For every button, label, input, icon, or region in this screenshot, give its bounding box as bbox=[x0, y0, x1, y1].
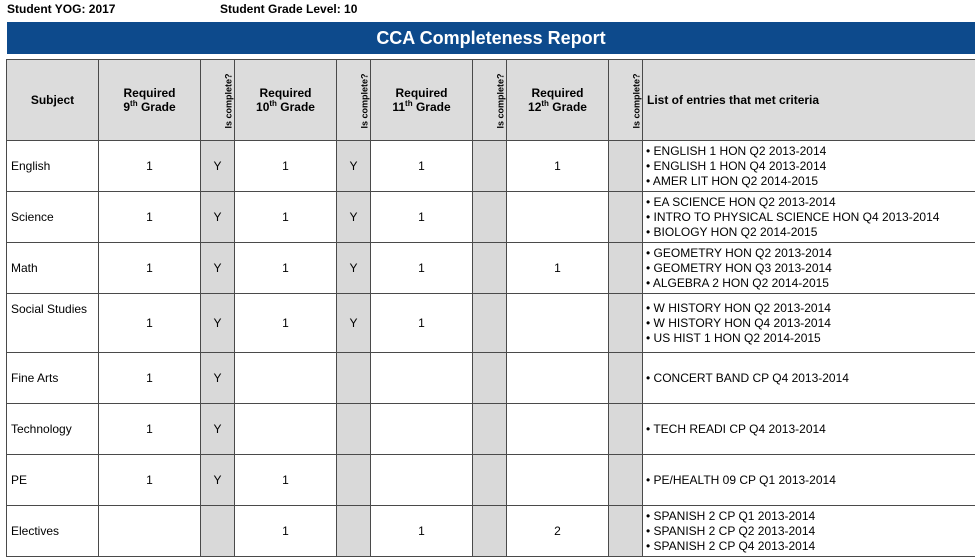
table-row bbox=[7, 141, 975, 192]
required-12th-header: Required 12th Grade bbox=[507, 60, 609, 141]
complete-10th-header: Is complete? bbox=[337, 60, 371, 141]
subject-cell: Science bbox=[7, 192, 99, 243]
complete-9th-cell: Y bbox=[201, 353, 235, 404]
required-11th-cell: 1 bbox=[371, 506, 473, 557]
entry-item: • GEOMETRY HON Q3 2013-2014 bbox=[646, 261, 975, 276]
required-11th-cell bbox=[371, 353, 473, 404]
entries-cell bbox=[643, 141, 975, 192]
subject-cell: Electives bbox=[7, 506, 99, 557]
required-12th-cell bbox=[507, 455, 609, 506]
complete-11th-cell bbox=[473, 243, 507, 294]
subject-cell: Technology bbox=[7, 404, 99, 455]
entry-item: • GEOMETRY HON Q2 2013-2014 bbox=[646, 246, 975, 261]
subject-cell: PE bbox=[7, 455, 99, 506]
complete-10th-cell: Y bbox=[337, 243, 371, 294]
required-9th-cell: 1 bbox=[99, 141, 201, 192]
required-10th-cell: 1 bbox=[235, 141, 337, 192]
required-9th-cell: 1 bbox=[99, 353, 201, 404]
required-11th-header: Required 11th Grade bbox=[371, 60, 473, 141]
entry-item: • INTRO TO PHYSICAL SCIENCE HON Q4 2013-2014 bbox=[646, 210, 975, 225]
complete-10th-cell: Y bbox=[337, 192, 371, 243]
table-row bbox=[7, 243, 975, 294]
entry-item: • ALGEBRA 2 HON Q2 2014-2015 bbox=[646, 276, 975, 291]
entry-item: • SPANISH 2 CP Q2 2013-2014 bbox=[646, 524, 975, 539]
complete-12th-cell bbox=[609, 404, 643, 455]
entry-item: • SPANISH 2 CP Q4 2013-2014 bbox=[646, 539, 975, 554]
entries-cell bbox=[643, 455, 975, 506]
complete-11th-cell bbox=[473, 294, 507, 353]
required-9th-cell: 1 bbox=[99, 404, 201, 455]
required-12th-cell bbox=[507, 404, 609, 455]
complete-12th-cell bbox=[609, 243, 643, 294]
required-11th-cell: 1 bbox=[371, 243, 473, 294]
entries-cell bbox=[643, 243, 975, 294]
required-9th-cell: 1 bbox=[99, 455, 201, 506]
entry-item: • EA SCIENCE HON Q2 2013-2014 bbox=[646, 195, 975, 210]
complete-12th-cell bbox=[609, 353, 643, 404]
required-12th-cell: 1 bbox=[507, 141, 609, 192]
complete-10th-cell bbox=[337, 353, 371, 404]
complete-12th-cell bbox=[609, 192, 643, 243]
complete-12th-header: Is complete? bbox=[609, 60, 643, 141]
subject-column-header: Subject bbox=[7, 60, 99, 141]
complete-12th-cell bbox=[609, 141, 643, 192]
complete-10th-cell bbox=[337, 455, 371, 506]
student-info-line bbox=[7, 2, 115, 16]
entry-item: • US HIST 1 HON Q2 2014-2015 bbox=[646, 331, 975, 346]
required-12th-cell: 2 bbox=[507, 506, 609, 557]
table-row bbox=[7, 404, 975, 455]
required-9th-header: Required 9th Grade bbox=[99, 60, 201, 141]
required-11th-cell: 1 bbox=[371, 141, 473, 192]
required-11th-cell: 1 bbox=[371, 192, 473, 243]
complete-9th-cell: Y bbox=[201, 455, 235, 506]
entries-cell bbox=[643, 294, 975, 353]
required-11th-cell bbox=[371, 404, 473, 455]
complete-10th-cell: Y bbox=[337, 141, 371, 192]
entries-column-header: List of entries that met criteria bbox=[643, 60, 975, 141]
complete-9th-cell: Y bbox=[201, 404, 235, 455]
required-9th-cell: 1 bbox=[99, 294, 201, 353]
subject-cell: Math bbox=[7, 243, 99, 294]
complete-9th-cell: Y bbox=[201, 294, 235, 353]
complete-10th-cell: Y bbox=[337, 294, 371, 353]
entry-item: • BIOLOGY HON Q2 2014-2015 bbox=[646, 225, 975, 240]
student-yog: Student YOG: 2017 bbox=[7, 2, 115, 16]
subject-cell: English bbox=[7, 141, 99, 192]
required-11th-cell: 1 bbox=[371, 294, 473, 353]
entry-item: • W HISTORY HON Q2 2013-2014 bbox=[646, 301, 975, 316]
complete-9th-cell: Y bbox=[201, 192, 235, 243]
required-10th-cell: 1 bbox=[235, 192, 337, 243]
table-row bbox=[7, 192, 975, 243]
complete-12th-cell bbox=[609, 294, 643, 353]
table-row bbox=[7, 294, 975, 353]
entry-item: • PE/HEALTH 09 CP Q1 2013-2014 bbox=[646, 473, 975, 488]
required-12th-cell bbox=[507, 294, 609, 353]
required-10th-cell: 1 bbox=[235, 243, 337, 294]
required-11th-cell bbox=[371, 455, 473, 506]
entries-cell bbox=[643, 192, 975, 243]
required-9th-cell: 1 bbox=[99, 192, 201, 243]
subject-cell: Social Studies bbox=[7, 294, 99, 353]
required-10th-cell: 1 bbox=[235, 455, 337, 506]
complete-11th-cell bbox=[473, 455, 507, 506]
required-10th-cell bbox=[235, 404, 337, 455]
complete-11th-header: Is complete? bbox=[473, 60, 507, 141]
complete-11th-cell bbox=[473, 404, 507, 455]
report-title-banner bbox=[7, 22, 975, 54]
entry-item: • ENGLISH 1 HON Q4 2013-2014 bbox=[646, 159, 975, 174]
complete-12th-cell bbox=[609, 455, 643, 506]
required-10th-cell: 1 bbox=[235, 294, 337, 353]
subject-cell: Fine Arts bbox=[7, 353, 99, 404]
table-row bbox=[7, 455, 975, 506]
entry-item: • CONCERT BAND CP Q4 2013-2014 bbox=[646, 371, 975, 386]
required-12th-cell bbox=[507, 192, 609, 243]
required-10th-header: Required 10th Grade bbox=[235, 60, 337, 141]
required-9th-cell: 1 bbox=[99, 243, 201, 294]
complete-11th-cell bbox=[473, 353, 507, 404]
entries-cell bbox=[643, 353, 975, 404]
required-12th-cell bbox=[507, 353, 609, 404]
complete-11th-cell bbox=[473, 192, 507, 243]
student-grade-level: Student Grade Level: 10 bbox=[220, 2, 357, 16]
entries-cell bbox=[643, 404, 975, 455]
entry-item: • TECH READI CP Q4 2013-2014 bbox=[646, 422, 975, 437]
complete-9th-cell: Y bbox=[201, 243, 235, 294]
required-12th-cell: 1 bbox=[507, 243, 609, 294]
cca-report-table bbox=[6, 59, 975, 557]
required-10th-cell: 1 bbox=[235, 506, 337, 557]
complete-11th-cell bbox=[473, 141, 507, 192]
complete-9th-header: Is complete? bbox=[201, 60, 235, 141]
entry-item: • W HISTORY HON Q4 2013-2014 bbox=[646, 316, 975, 331]
complete-9th-cell: Y bbox=[201, 141, 235, 192]
entry-item: • ENGLISH 1 HON Q2 2013-2014 bbox=[646, 144, 975, 159]
complete-10th-cell bbox=[337, 404, 371, 455]
table-header-row bbox=[7, 60, 975, 141]
entry-item: • AMER LIT HON Q2 2014-2015 bbox=[646, 174, 975, 189]
required-10th-cell bbox=[235, 353, 337, 404]
entry-item: • SPANISH 2 CP Q1 2013-2014 bbox=[646, 509, 975, 524]
report-title: CCA Completeness Report bbox=[376, 28, 605, 49]
table-row bbox=[7, 353, 975, 404]
